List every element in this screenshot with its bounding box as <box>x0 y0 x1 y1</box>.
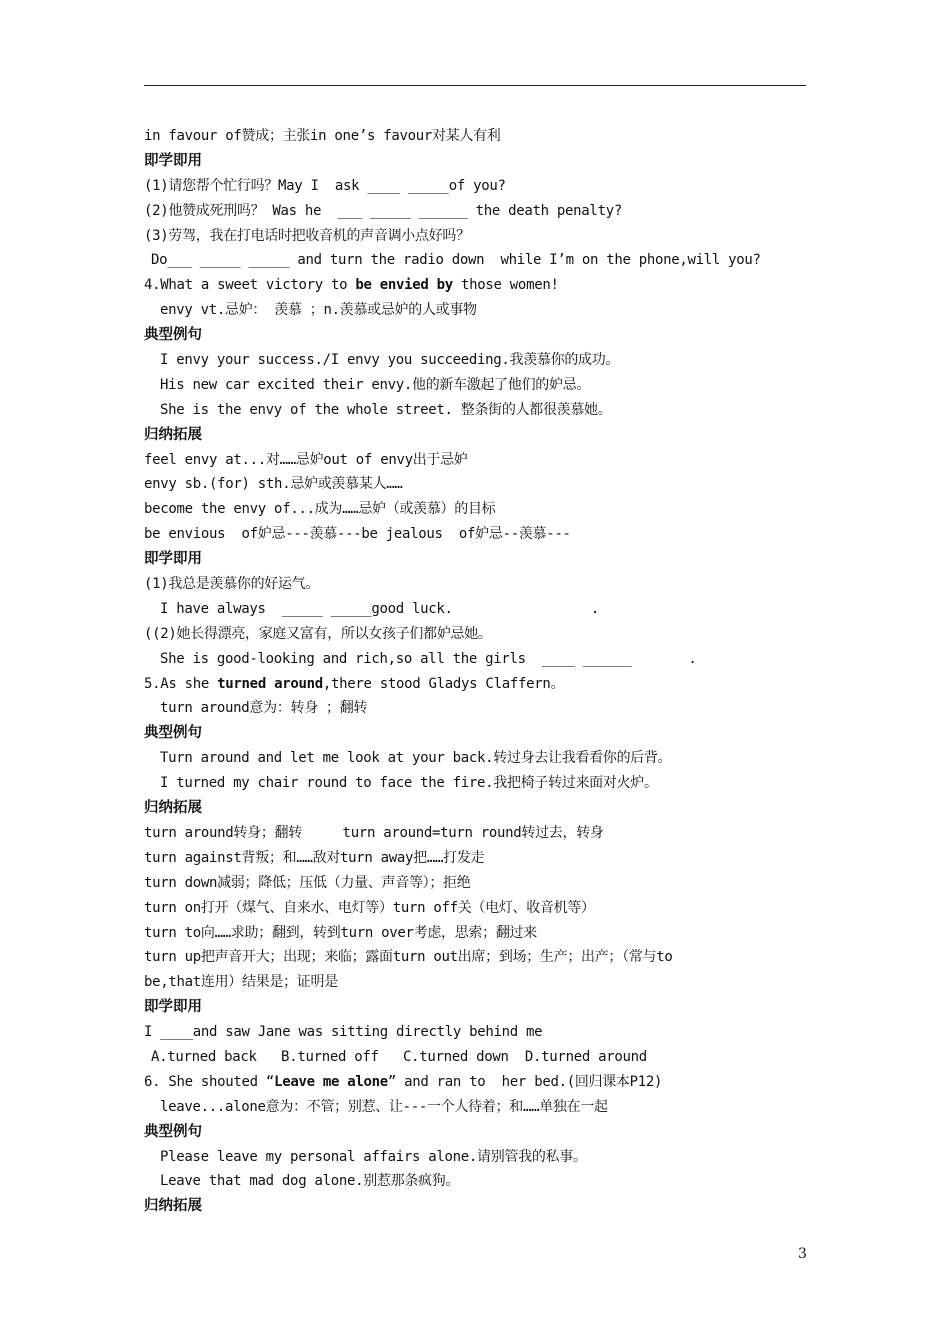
text-line: feel envy at...对……忌妒out of envy出于忌妒 <box>144 451 468 468</box>
text-line <box>144 672 804 697</box>
section-heading: 归纳拓展 <box>144 800 202 817</box>
text-line: turn down减弱；降低；压低（力量、声音等）；拒绝 <box>144 874 471 891</box>
section-heading: 即学即用 <box>144 999 202 1016</box>
text-line: She is the envy of the whole street. 整条街的人都很羡慕她。 <box>160 401 612 418</box>
text-line: turn on打开（煤气、自来水、电灯等）turn off关（电灯、收音机等） <box>144 899 595 916</box>
text-line: in favour of赞成；主张in one’s favour对某人有利 <box>144 128 501 144</box>
text-line: Turn around and let me look at your back.转过身去让我看看你的后背。 <box>160 750 672 767</box>
text-line: Leave that mad dog alone.别惹那条疯狗。 <box>160 1173 460 1190</box>
text-segment: ,there stood Gladys Claffern。 <box>322 675 565 692</box>
text-line <box>144 1070 804 1095</box>
section-heading: 典型例句 <box>144 1123 202 1140</box>
text-line: Do___ _____ _____ and turn the radio down while I’m on the phone,will you? <box>151 252 761 269</box>
text-line: turn around意为：转身 ；翻转 <box>160 700 368 717</box>
text-line: She is good-looking and rich,so all the girls ____ ______ . <box>160 650 697 667</box>
bold-phrase: Leave me alone <box>274 1073 388 1090</box>
text-segment: ” and ran to her bed.(回归课本P12) <box>387 1073 663 1090</box>
text-segment: 5.As she <box>144 675 218 692</box>
text-line: I turned my chair round to face the fire.我把椅子转过来面对火炉。 <box>160 775 658 792</box>
text-line <box>144 273 804 298</box>
text-segment: 4.What a sweet victory to <box>144 277 356 294</box>
section-heading: 典型例句 <box>144 725 202 742</box>
text-line: leave...alone意为：不管；别惹、让---一个人待着；和……单独在一起 <box>160 1098 608 1115</box>
text-line: I have always _____ _____good luck. . <box>160 600 599 617</box>
text-line: (1)请您帮个忙行吗？May I ask ____ _____of you? <box>144 177 506 194</box>
text-line: turn to向……求助；翻到，转到turn over考虑，思索；翻过来 <box>144 924 537 941</box>
text-line: (2)他赞成死刑吗？ Was he ___ _____ ______ the death penalty? <box>144 202 622 219</box>
document-body <box>144 124 804 1219</box>
text-line: turn up把声音开大；出现；来临；露面turn out出席；到场；生产；出产；（常与to <box>144 949 673 966</box>
text-line: (3)劳驾，我在打电话时把收音机的声音调小点好吗？ <box>144 227 470 244</box>
text-segment: 6. She shouted “ <box>144 1073 275 1090</box>
text-line: be,that连用）结果是；证明是 <box>144 974 338 991</box>
section-heading: 即学即用 <box>144 152 202 169</box>
section-heading: 即学即用 <box>144 551 202 568</box>
text-line: turn around转身；翻转 turn around=turn round转过去，转身 <box>144 824 604 841</box>
section-heading: 归纳拓展 <box>144 426 202 443</box>
header-rule <box>144 85 806 86</box>
text-line: His new car excited their envy.他的新车激起了他们的妒忌。 <box>160 376 591 393</box>
text-line: I ____and saw Jane was sitting directly behind me <box>144 1024 543 1041</box>
bold-phrase: turned around <box>217 675 323 692</box>
text-line: (1)我总是羡慕你的好运气。 <box>144 576 320 593</box>
text-segment: those women! <box>452 277 559 294</box>
text-line: Please leave my personal affairs alone.请别管我的私事。 <box>160 1148 587 1165</box>
text-line: ((2)她长得漂亮，家庭又富有，所以女孩子们都妒忌她。 <box>144 625 492 642</box>
text-line: A.turned back B.turned off C.turned down D.turned around <box>151 1048 647 1065</box>
text-line: envy vt.忌妒： 羡慕 ；n.羡慕或忌妒的人或事物 <box>160 302 477 319</box>
section-heading: 典型例句 <box>144 327 202 344</box>
bold-phrase: be envied by <box>355 277 453 294</box>
text-line: I envy your success./I envy you succeeding.我羡慕你的成功。 <box>160 352 620 369</box>
section-heading: 归纳拓展 <box>144 1198 202 1215</box>
text-line: turn against背叛；和……敌对turn away把……打发走 <box>144 849 485 866</box>
text-line: become the envy of...成为……忌妒（或羡慕）的目标 <box>144 501 496 518</box>
text-line: envy sb.(for) sth.忌妒或羡慕某人…… <box>144 476 403 493</box>
page-number: 3 <box>798 1246 807 1262</box>
text-line: be envious of妒忌---羡慕---be jealous of妒忌--羡慕--- <box>144 526 571 543</box>
